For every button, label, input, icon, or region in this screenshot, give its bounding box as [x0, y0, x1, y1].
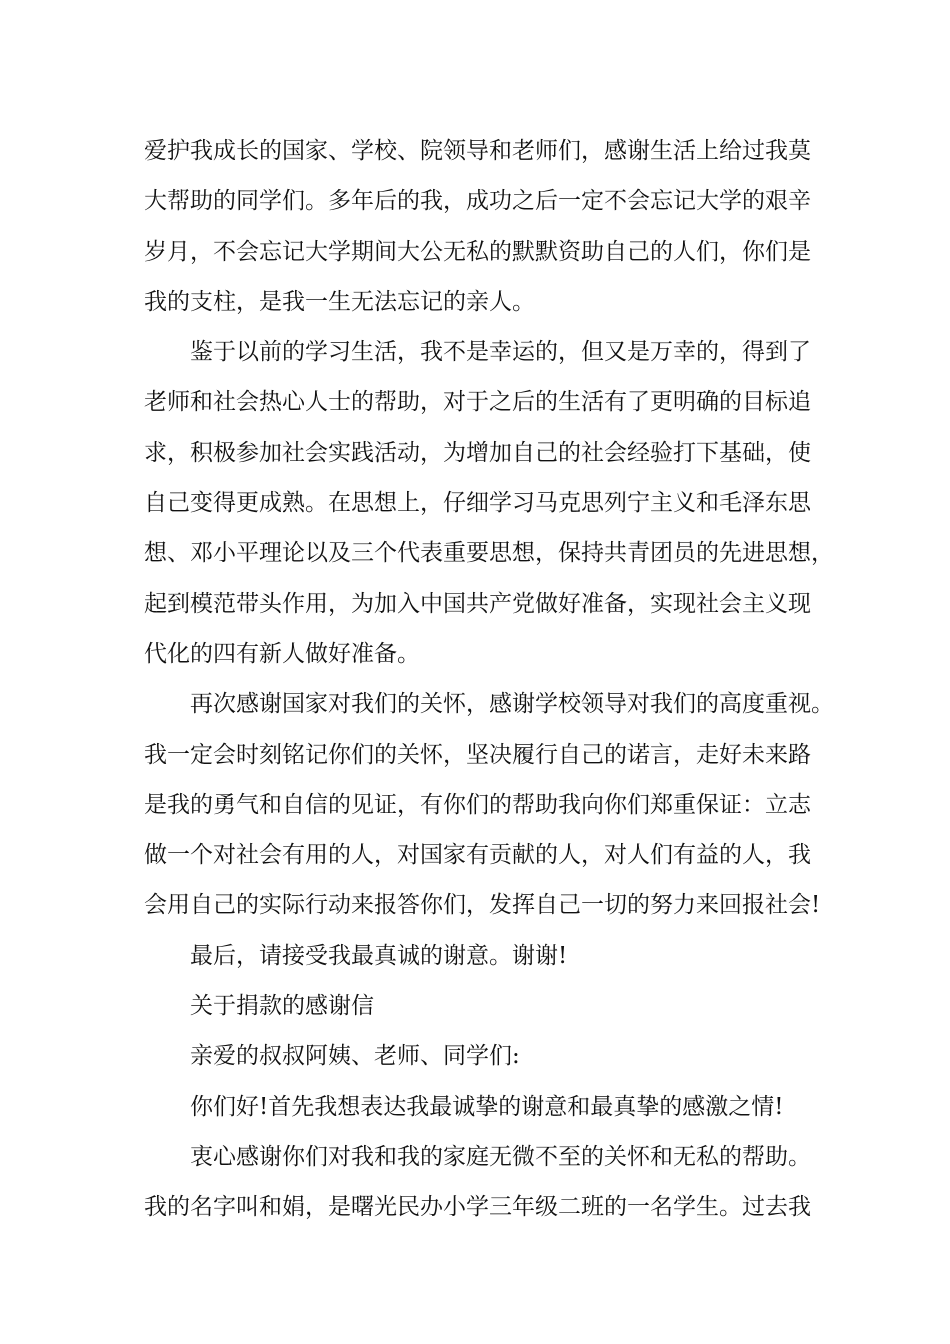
- text-line: 爱护我成长的国家、学校、院领导和老师们，感谢生活上给过我莫: [144, 138, 811, 164]
- text-line: 我一定会时刻铭记你们的关怀，坚决履行自己的诺言，走好未来路: [144, 741, 811, 768]
- text-line: 岁月，不会忘记大学期间大公无私的默默资助自己的人们，你们是: [144, 238, 811, 265]
- letter-body: [144, 126, 834, 1233]
- salutation: 亲爱的叔叔阿姨、老师、同学们:: [190, 1043, 520, 1070]
- text-line: 代化的四有新人做好准备。: [144, 640, 420, 667]
- letter-title: 关于捐款的感谢信: [190, 993, 374, 1020]
- text-line: 做一个对社会有用的人，对国家有贡献的人，对人们有益的人，我: [144, 842, 811, 869]
- text-line: 鉴于以前的学习生活，我不是幸运的，但又是万幸的，得到了: [190, 339, 811, 366]
- text-line: 我的名字叫和娟，是曙光民办小学三年级二班的一名学生。过去我: [144, 1194, 811, 1221]
- text-line: 求，积极参加社会实践活动，为增加自己的社会经验打下基础，使: [144, 439, 811, 466]
- text-line: 起到模范带头作用，为加入中国共产党做好准备，实现社会主义现: [144, 590, 811, 617]
- text-line: 自己变得更成熟。在思想上，仔细学习马克思列宁主义和毛泽东思: [144, 490, 811, 517]
- text-line: 衷心感谢你们对我和我的家庭无微不至的关怀和无私的帮助。: [190, 1143, 811, 1170]
- text-line: 大帮助的同学们。多年后的我，成功之后一定不会忘记大学的艰辛: [144, 188, 811, 215]
- text-line: 我的支柱，是我一生无法忘记的亲人。: [144, 288, 535, 315]
- text-line: 最后，请接受我最真诚的谢意。谢谢!: [190, 942, 568, 969]
- text-line: 会用自己的实际行动来报答你们，发挥自己一切的努力来回报社会!: [144, 892, 821, 919]
- text-line: 老师和社会热心人士的帮助，对于之后的生活有了更明确的目标追: [144, 389, 811, 416]
- text-line: 想、邓小平理论以及三个代表重要思想，保持共青团员的先进思想，: [144, 540, 834, 567]
- text-line: 是我的勇气和自信的见证，有你们的帮助我向你们郑重保证：立志: [144, 791, 811, 818]
- text-line: 再次感谢国家对我们的关怀，感谢学校领导对我们的高度重视。: [190, 691, 834, 718]
- text-line: 你们好!首先我想表达我最诚挚的谢意和最真挚的感激之情!: [190, 1093, 784, 1120]
